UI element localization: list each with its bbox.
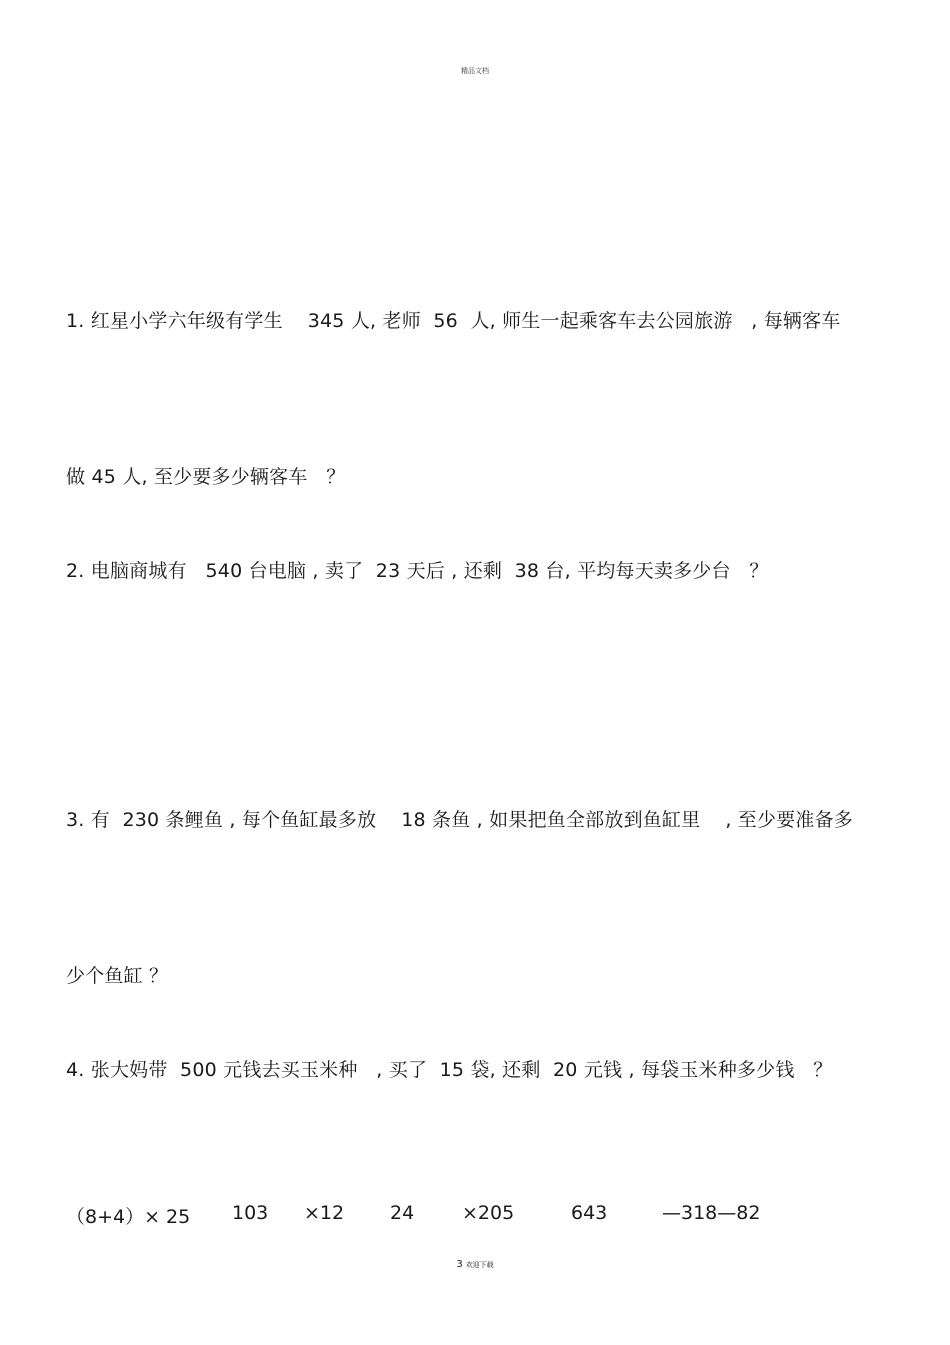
page-number: 3 — [456, 1259, 463, 1270]
calc-item-7: —318—82 — [662, 1202, 761, 1224]
calc-item-2: 103 — [232, 1202, 269, 1224]
page-header: 精品文档 — [461, 67, 489, 75]
question-1-line-1: 1. 红星小学六年级有学生 345 人, 老师 56 人, 师生一起乘客车去公园旅游 , 每辆客车 — [66, 310, 841, 332]
page-footer — [0, 1259, 950, 1270]
calculation-row — [66, 1202, 886, 1232]
question-3-line-1: 3. 有 230 条鲤鱼 , 每个鱼缸最多放 18 条鱼 , 如果把鱼全部放到鱼缸里 , 至少要准备多 — [66, 809, 854, 831]
question-2 — [66, 441, 886, 649]
calc-item-3: ×12 — [304, 1202, 345, 1224]
calc-item-4: 24 — [390, 1202, 415, 1224]
question-4 — [66, 940, 886, 1148]
calc-item-6: 643 — [571, 1202, 608, 1224]
question-3-line-2: 少个鱼缸 ？ — [66, 965, 169, 987]
question-1-line-2: 做 45 人, 至少要多少辆客车 ？ — [66, 466, 346, 488]
footer-text: 欢迎下载 — [465, 1261, 494, 1269]
calc-item-1: （8+4）× 25 — [66, 1206, 191, 1228]
question-2-line-1: 2. 电脑商城有 540 台电脑 , 卖了 23 天后 , 还剩 38 台, 平均每天卖多少台 ？ — [66, 560, 769, 582]
calc-item-5: ×205 — [462, 1202, 515, 1224]
question-4-line-1: 4. 张大妈带 500 元钱去买玉米种 , 买了 15 袋, 还剩 20 元钱 , 每袋玉米种多少钱 ？ — [66, 1059, 833, 1081]
